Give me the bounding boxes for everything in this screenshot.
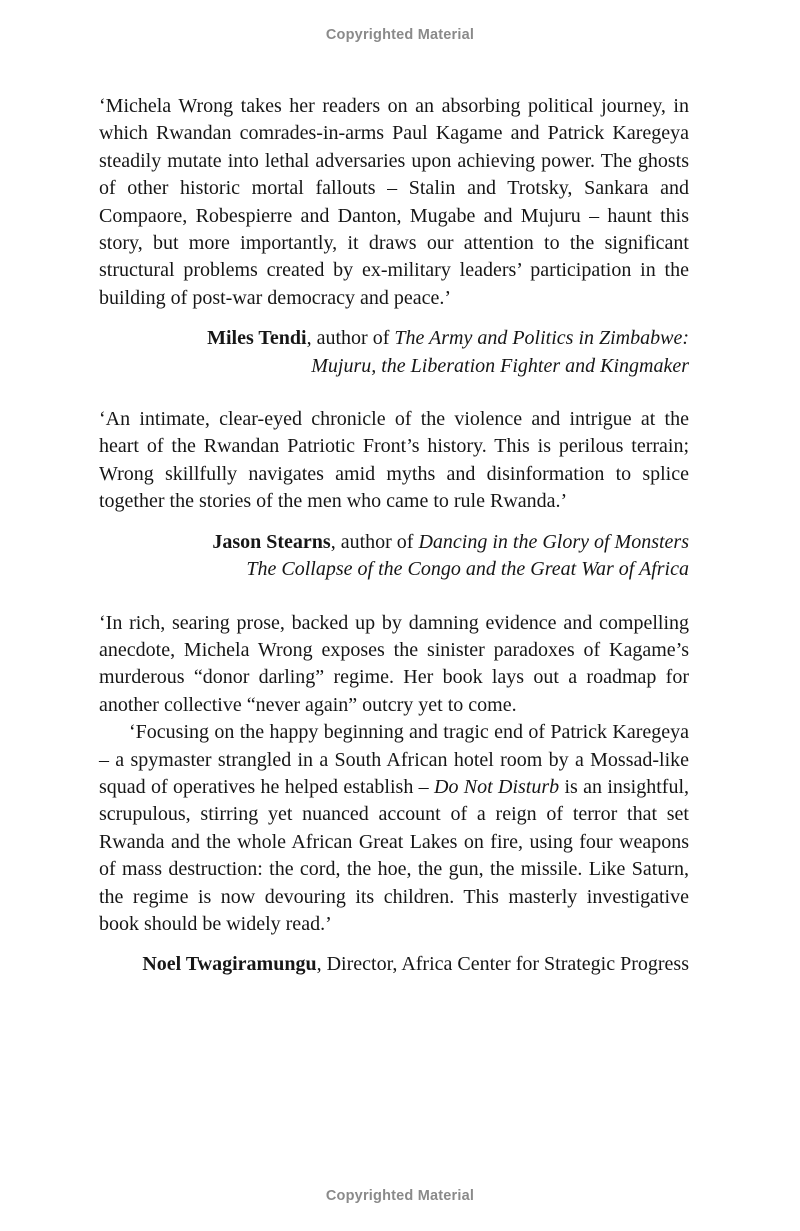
- attribution-line: [99, 325, 689, 352]
- copyright-notice-bottom: Copyrighted Material: [325, 1188, 475, 1204]
- endorsement-quote: ‘In rich, searing prose, backed up by damning evidence and compelling anecdote, Michela Wrong exposes the sinister paradoxes of Kagame’s murderous “donor darling” regime. Her book lays out a roadmap for another collective “never again” outcry yet to come.: [99, 611, 689, 716]
- endorsement-quote: ‘Michela Wrong takes her readers on an absorbing political journey, in which Rwandan comrades-in-arms Paul Kagame and Patrick Karegeya steadily mutate into lethal adversaries upon achieving power. The ghosts of other historic mortal fallouts – Stalin and Trotsky, Sankara and Compaore, Robespierre and Danton, Mugabe and Mujuru – haunt this story, but more importantly, it draws our attention to the significant structural problems created by ex-military leaders’ participation in the building of post-war democracy and peace.’: [99, 95, 689, 309]
- endorsement-tendi: [99, 93, 689, 380]
- attribution-role: , author of: [330, 530, 419, 553]
- attribution-role: , author of: [306, 327, 395, 350]
- endorsement-quote: ‘An intimate, clear-eyed chronicle of the violence and intrigue at the heart of the Rwandan Patriotic Front’s history. This is perilous terrain; Wrong skillfully navigates amid myths and disinformation to splice together the stories of the men who came to rule Rwanda.’: [99, 408, 689, 513]
- attribution-name: Noel Twagiramungu: [142, 953, 317, 976]
- copyright-notice-top: Copyrighted Material: [325, 27, 475, 43]
- endorsement-stearns: [99, 406, 689, 583]
- quote-text-post: is an insightful, scrupulous, stirring yet nuanced account of a reign of terror that set Rwanda and the whole African Great Lakes on fire, using four weapons of mass destruction: the cord, the hoe, the gun, the missile. Like Saturn, the regime is now devouring its children. This masterly investigative book should be widely read.’: [99, 775, 690, 935]
- attribution-work-title-line2: Mujuru, the Liberation Fighter and Kingmaker: [311, 354, 689, 377]
- attribution-name: Miles Tendi: [207, 327, 307, 350]
- endorsement-quote-continued: [99, 719, 689, 938]
- attribution-name: Jason Stearns: [212, 530, 331, 553]
- attribution-line: [99, 529, 689, 556]
- quote-text-pre: ‘Focusing on the happy beginning and tragic end of Patrick Karegeya – a spymaster strangled in a South African hotel room by a Mossad-like squad of operatives he helped establish –: [99, 721, 689, 798]
- attribution-work-title: The Army and Politics in Zimbabwe:: [394, 327, 689, 350]
- attribution-line: [99, 951, 689, 978]
- page-content: [99, 93, 689, 1005]
- endorsement-attribution: [99, 529, 689, 584]
- attribution-work-title-line2: The Collapse of the Congo and the Great War of Africa: [246, 558, 689, 581]
- endorsement-twagiramungu: [99, 610, 689, 979]
- endorsement-attribution: [99, 325, 689, 380]
- attribution-work-title: Dancing in the Glory of Monsters: [418, 530, 689, 553]
- book-title: Do Not Disturb: [434, 775, 560, 798]
- endorsement-attribution: [99, 951, 689, 978]
- attribution-role: , Director, Africa Center for Strategic Progress: [316, 953, 689, 976]
